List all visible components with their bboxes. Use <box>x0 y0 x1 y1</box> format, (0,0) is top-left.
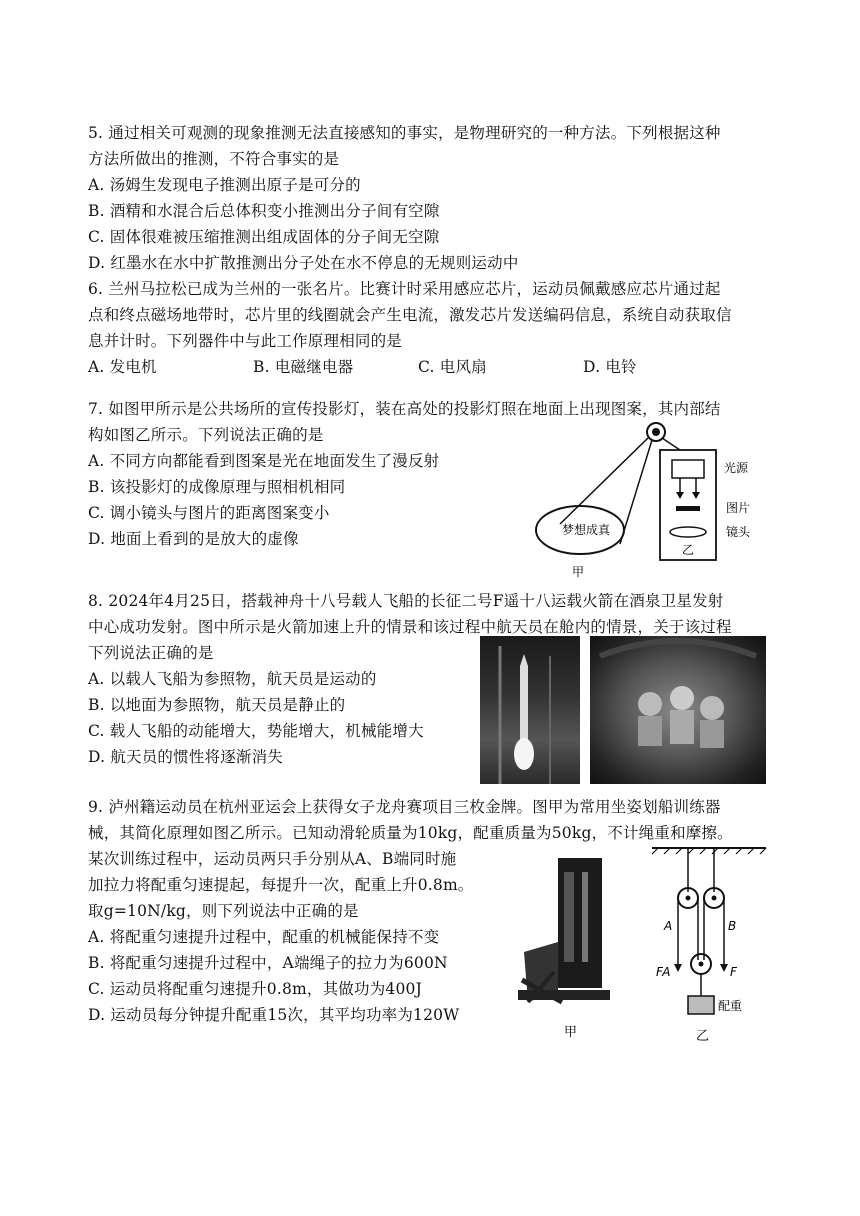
q9-option-d: D. 运动员每分钟提升配重15次，其平均功率为120W <box>88 1006 460 1024</box>
q9-option-b: B. 将配重匀速提升过程中，A端绳子的拉力为600N <box>88 954 448 972</box>
q8-option-d: D. 航天员的惯性将逐渐消失 <box>88 748 284 766</box>
light-source-block <box>672 460 704 478</box>
lens-icon <box>670 527 706 537</box>
question-9 <box>88 794 733 1028</box>
q8-option-a: A. 以载人飞船为参照物，航天员是运动的 <box>88 670 377 688</box>
q7-projector-figure <box>530 412 770 580</box>
pulley-diagram <box>650 840 770 1050</box>
q5-option-d: D. 红墨水在水中扩散推测出分子处在水不停息的无规则运动中 <box>88 254 519 272</box>
rocket-launch-photo <box>480 636 580 784</box>
question-6 <box>88 276 748 380</box>
q9-stem-line-2: 械，其简化原理如图乙所示。已知动滑轮质量为10kg，配重质量为50kg，不计绳重和摩擦。 <box>88 824 733 842</box>
q6-option-c: C. 电风扇 <box>418 358 487 376</box>
q8-option-c: C. 载人飞船的动能增大，势能增大，机械能增大 <box>88 722 424 740</box>
q6-option-b: B. 电磁继电器 <box>253 358 354 376</box>
rowing-machine-photo <box>518 852 618 1042</box>
counterweight-block <box>688 996 714 1014</box>
q8-stem-line-3: 下列说法正确的是 <box>88 644 214 662</box>
label-force-b: F <box>730 965 737 979</box>
q9-stem-line-4: 加拉力将配重匀速提起，每提升一次，配重上升0.8m。 <box>88 876 474 894</box>
q9-stem-line-5: 取g=10N/kg，则下列说法中正确的是 <box>88 902 359 920</box>
q9-stem-line-1: 9. 泸州籍运动员在杭州亚运会上获得女子龙舟赛项目三枚金牌。图甲为常用坐姿划船训练器 <box>88 798 721 816</box>
projected-image-text: 梦想成真 <box>562 523 611 537</box>
label-lens: 镜头 <box>726 525 751 539</box>
q6-option-d: D. 电铃 <box>583 358 637 376</box>
label-force-a: FA <box>656 965 671 979</box>
question-5 <box>88 120 721 276</box>
figure-label-yi: 乙 <box>682 543 695 557</box>
rocket-icon <box>480 636 580 784</box>
label-b-end: B <box>728 919 737 933</box>
q7-option-c: C. 调小镜头与图片的距离图案变小 <box>88 504 330 522</box>
q6-stem-line-3: 息并计时。下列器件中与此工作原理相同的是 <box>88 332 403 350</box>
label-light-source: 光源 <box>724 461 749 475</box>
label-counterweight: 配重 <box>718 999 743 1013</box>
q9-stem-line-3: 某次训练过程中，运动员两只手分别从A、B端同时施 <box>88 850 457 868</box>
q6-stem-line-2: 点和终点磁场地带时，芯片里的线圈就会产生电流，激发芯片发送编码信息，系统自动获取信 <box>88 306 732 324</box>
q9-option-a: A. 将配重匀速提升过程中，配重的机械能保持不变 <box>88 928 440 946</box>
q8-stem-line-1: 8. 2024年4月25日，搭载神舟十八号载人飞船的长征二号F遥十八运载火箭在酒泉卫星发射 <box>88 592 724 610</box>
astronauts-icon <box>590 636 766 784</box>
q8-option-b: B. 以地面为参照物，航天员是静止的 <box>88 696 346 714</box>
figure-label-jia: 甲 <box>572 565 585 579</box>
q5-stem-line-2: 方法所做出的推测，不符合事实的是 <box>88 150 340 168</box>
q7-option-a: A. 不同方向都能看到图案是光在地面发生了漫反射 <box>88 452 440 470</box>
q5-option-b: B. 酒精和水混合后总体积变小推测出分子间有空隙 <box>88 202 440 220</box>
label-picture: 图片 <box>726 501 751 515</box>
astronaut-cabin-photo <box>590 636 766 784</box>
picture-slide <box>676 506 700 511</box>
label-a-end: A <box>664 919 673 933</box>
figure-label-yi-2: 乙 <box>696 1029 710 1044</box>
q8-stem-line-2: 中心成功发射。图中所示是火箭加速上升的情景和该过程中航天员在舱内的情景，关于该过程 <box>88 618 732 636</box>
q7-stem-line-1: 7. 如图甲所示是公共场所的宣传投影灯，装在高处的投影灯照在地面上出现图案，其内部结 <box>88 400 721 418</box>
q6-stem-line-1: 6. 兰州马拉松已成为兰州的一张名片。比赛计时采用感应芯片，运动员佩戴感应芯片通过起 <box>88 280 721 298</box>
q9-option-c: C. 运动员将配重匀速提升0.8m，其做功为400J <box>88 980 423 998</box>
q5-option-c: C. 固体很难被压缩推测出组成固体的分子间无空隙 <box>88 228 440 246</box>
q7-option-d: D. 地面上看到的是放大的虚像 <box>88 530 299 548</box>
q7-stem-line-2: 构如图乙所示。下列说法正确的是 <box>88 426 324 444</box>
q6-option-a: A. 发电机 <box>88 358 157 376</box>
q7-option-b: B. 该投影灯的成像原理与照相机相同 <box>88 478 346 496</box>
q5-option-a: A. 汤姆生发现电子推测出原子是可分的 <box>88 176 361 194</box>
q5-stem-line-1: 5. 通过相关可观测的现象推测无法直接感知的事实，是物理研究的一种方法。下列根据这种 <box>88 124 721 142</box>
figure-label-jia-2: 甲 <box>564 1025 578 1040</box>
